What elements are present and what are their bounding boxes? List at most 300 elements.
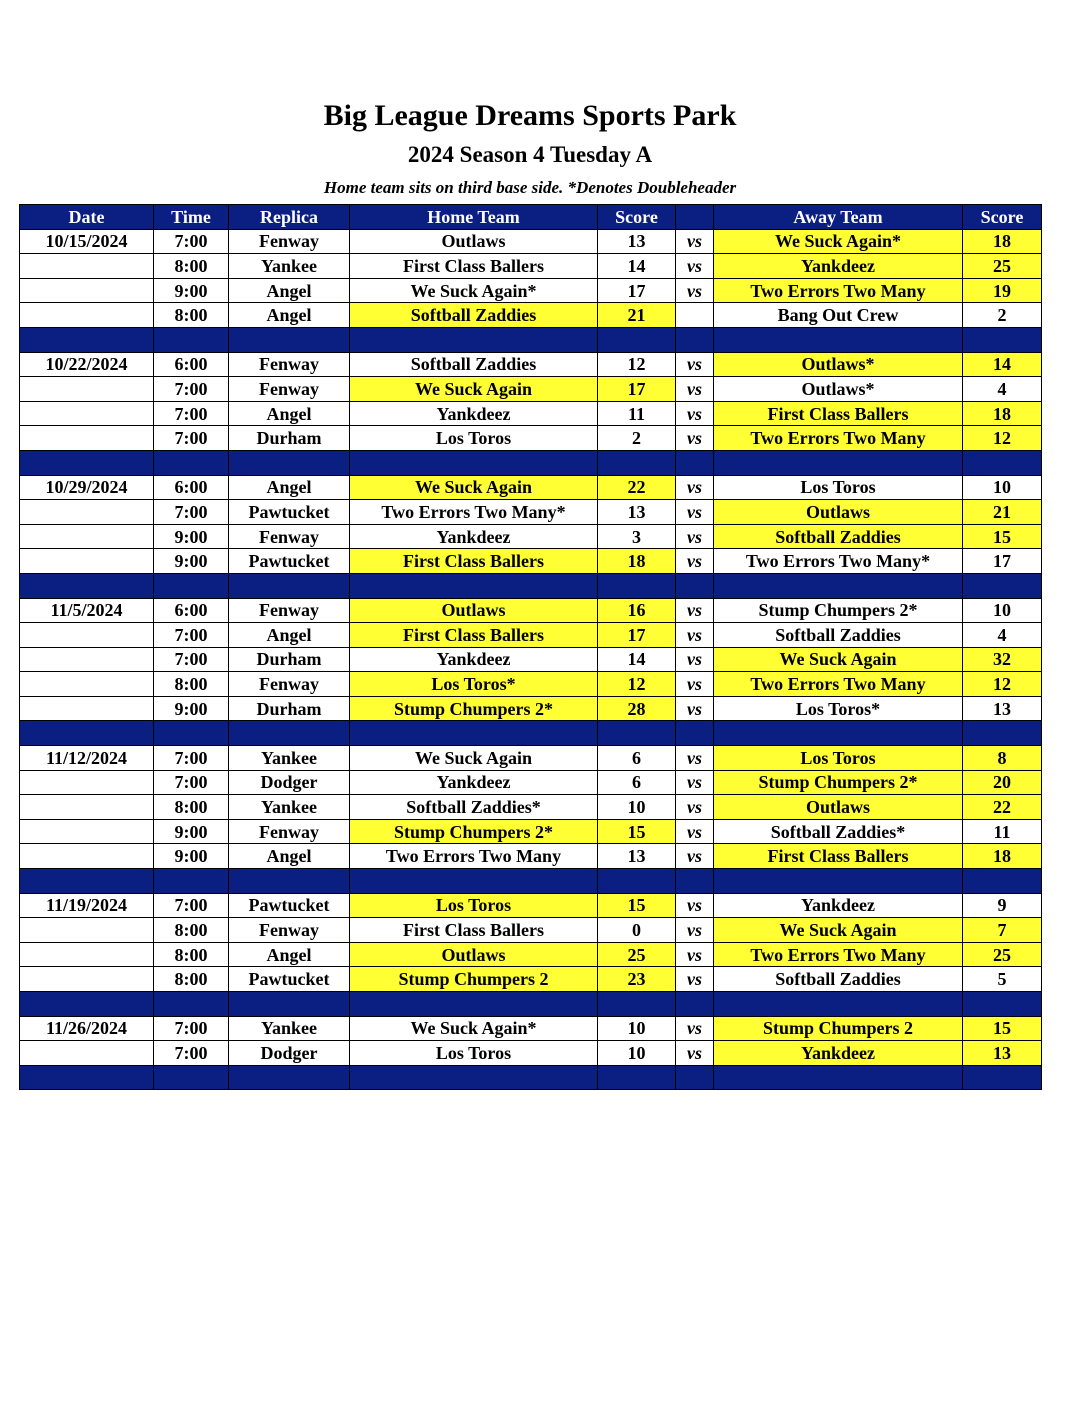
away-team-cell: Softball Zaddies bbox=[714, 967, 963, 992]
away-score-cell: 14 bbox=[963, 352, 1042, 377]
separator-cell bbox=[598, 869, 676, 894]
time-cell: 8:00 bbox=[154, 967, 229, 992]
separator-cell bbox=[154, 573, 229, 598]
away-score-cell: 32 bbox=[963, 647, 1042, 672]
separator-cell bbox=[598, 992, 676, 1017]
col-header-home-score: Score bbox=[598, 205, 676, 230]
date-cell bbox=[20, 696, 154, 721]
vs-cell: vs bbox=[676, 672, 714, 697]
home-team-cell: Stump Chumpers 2* bbox=[350, 696, 598, 721]
separator-cell bbox=[350, 992, 598, 1017]
separator-cell bbox=[676, 1065, 714, 1090]
home-team-cell: Yankdeez bbox=[350, 401, 598, 426]
home-team-cell: Two Errors Two Many* bbox=[350, 500, 598, 525]
vs-cell: vs bbox=[676, 254, 714, 279]
away-score-cell: 12 bbox=[963, 672, 1042, 697]
separator-cell bbox=[963, 450, 1042, 475]
game-row bbox=[20, 1016, 1042, 1041]
game-row bbox=[20, 746, 1042, 771]
page-subtitle: 2024 Season 4 Tuesday A bbox=[407, 142, 653, 167]
separator-cell bbox=[714, 450, 963, 475]
replica-cell: Yankee bbox=[229, 254, 350, 279]
date-cell bbox=[20, 623, 154, 648]
home-team-cell: Softball Zaddies bbox=[350, 352, 598, 377]
home-score-cell: 12 bbox=[598, 352, 676, 377]
date-cell: 11/26/2024 bbox=[20, 1016, 154, 1041]
time-cell: 8:00 bbox=[154, 303, 229, 328]
vs-cell: vs bbox=[676, 893, 714, 918]
home-score-cell: 23 bbox=[598, 967, 676, 992]
home-score-cell: 6 bbox=[598, 770, 676, 795]
separator-cell bbox=[598, 327, 676, 352]
replica-cell: Dodger bbox=[229, 770, 350, 795]
separator-cell bbox=[20, 869, 154, 894]
game-row bbox=[20, 549, 1042, 574]
home-score-cell: 21 bbox=[598, 303, 676, 328]
replica-cell: Pawtucket bbox=[229, 893, 350, 918]
game-row bbox=[20, 254, 1042, 279]
separator-cell bbox=[963, 327, 1042, 352]
time-cell: 7:00 bbox=[154, 893, 229, 918]
away-score-cell: 7 bbox=[963, 918, 1042, 943]
home-team-cell: Stump Chumpers 2* bbox=[350, 819, 598, 844]
separator-cell bbox=[154, 869, 229, 894]
home-score-cell: 14 bbox=[598, 647, 676, 672]
replica-cell: Yankee bbox=[229, 795, 350, 820]
col-header-home-team: Home Team bbox=[350, 205, 598, 230]
time-cell: 9:00 bbox=[154, 524, 229, 549]
separator-cell bbox=[963, 992, 1042, 1017]
vs-cell: vs bbox=[676, 819, 714, 844]
away-score-cell: 25 bbox=[963, 942, 1042, 967]
home-team-cell: We Suck Again bbox=[350, 377, 598, 402]
vs-cell: vs bbox=[676, 352, 714, 377]
home-score-cell: 22 bbox=[598, 475, 676, 500]
separator-cell bbox=[20, 1065, 154, 1090]
date-cell bbox=[20, 1041, 154, 1066]
time-cell: 8:00 bbox=[154, 672, 229, 697]
game-row bbox=[20, 500, 1042, 525]
time-cell: 8:00 bbox=[154, 918, 229, 943]
home-team-cell: Stump Chumpers 2 bbox=[350, 967, 598, 992]
away-team-cell: Los Toros* bbox=[714, 696, 963, 721]
col-header-away-team: Away Team bbox=[714, 205, 963, 230]
away-team-cell: Stump Chumpers 2* bbox=[714, 770, 963, 795]
vs-cell: vs bbox=[676, 918, 714, 943]
separator-cell bbox=[963, 869, 1042, 894]
replica-cell: Pawtucket bbox=[229, 549, 350, 574]
away-team-cell: Two Errors Two Many bbox=[714, 942, 963, 967]
vs-cell: vs bbox=[676, 475, 714, 500]
away-team-cell: Two Errors Two Many bbox=[714, 278, 963, 303]
separator-cell bbox=[350, 573, 598, 598]
away-score-cell: 4 bbox=[963, 623, 1042, 648]
vs-cell bbox=[676, 303, 714, 328]
away-score-cell: 4 bbox=[963, 377, 1042, 402]
time-cell: 6:00 bbox=[154, 598, 229, 623]
date-cell: 11/5/2024 bbox=[20, 598, 154, 623]
game-row bbox=[20, 893, 1042, 918]
home-team-cell: We Suck Again bbox=[350, 746, 598, 771]
date-cell bbox=[20, 918, 154, 943]
game-row bbox=[20, 819, 1042, 844]
vs-cell: vs bbox=[676, 426, 714, 451]
home-team-cell: Softball Zaddies* bbox=[350, 795, 598, 820]
away-team-cell: Yankdeez bbox=[714, 254, 963, 279]
time-cell: 7:00 bbox=[154, 229, 229, 254]
page-title: Big League Dreams Sports Park bbox=[323, 99, 737, 132]
away-team-cell: We Suck Again bbox=[714, 918, 963, 943]
time-cell: 9:00 bbox=[154, 278, 229, 303]
week-separator bbox=[20, 869, 1042, 894]
vs-cell: vs bbox=[676, 401, 714, 426]
separator-cell bbox=[350, 721, 598, 746]
date-cell bbox=[20, 426, 154, 451]
away-score-cell: 11 bbox=[963, 819, 1042, 844]
separator-cell bbox=[350, 869, 598, 894]
game-row bbox=[20, 598, 1042, 623]
away-score-cell: 10 bbox=[963, 598, 1042, 623]
replica-cell: Fenway bbox=[229, 598, 350, 623]
separator-cell bbox=[154, 327, 229, 352]
home-team-cell: Los Toros* bbox=[350, 672, 598, 697]
home-team-cell: Outlaws bbox=[350, 598, 598, 623]
vs-cell: vs bbox=[676, 598, 714, 623]
separator-cell bbox=[229, 992, 350, 1017]
away-score-cell: 13 bbox=[963, 696, 1042, 721]
separator-cell bbox=[963, 573, 1042, 598]
separator-cell bbox=[598, 1065, 676, 1090]
date-cell bbox=[20, 647, 154, 672]
time-cell: 8:00 bbox=[154, 254, 229, 279]
schedule-table bbox=[19, 204, 1042, 1090]
away-team-cell: Softball Zaddies bbox=[714, 623, 963, 648]
game-row bbox=[20, 303, 1042, 328]
home-score-cell: 6 bbox=[598, 746, 676, 771]
game-row bbox=[20, 377, 1042, 402]
separator-cell bbox=[229, 869, 350, 894]
separator-cell bbox=[598, 721, 676, 746]
time-cell: 9:00 bbox=[154, 696, 229, 721]
away-score-cell: 20 bbox=[963, 770, 1042, 795]
separator-cell bbox=[676, 573, 714, 598]
away-score-cell: 22 bbox=[963, 795, 1042, 820]
separator-cell bbox=[714, 992, 963, 1017]
away-team-cell: Stump Chumpers 2* bbox=[714, 598, 963, 623]
col-header-time: Time bbox=[154, 205, 229, 230]
date-cell bbox=[20, 672, 154, 697]
away-team-cell: Stump Chumpers 2 bbox=[714, 1016, 963, 1041]
time-cell: 7:00 bbox=[154, 500, 229, 525]
home-score-cell: 12 bbox=[598, 672, 676, 697]
away-score-cell: 21 bbox=[963, 500, 1042, 525]
separator-cell bbox=[229, 721, 350, 746]
replica-cell: Dodger bbox=[229, 1041, 350, 1066]
away-score-cell: 15 bbox=[963, 524, 1042, 549]
replica-cell: Durham bbox=[229, 647, 350, 672]
home-team-cell: Outlaws bbox=[350, 942, 598, 967]
game-row bbox=[20, 918, 1042, 943]
time-cell: 7:00 bbox=[154, 770, 229, 795]
away-score-cell: 18 bbox=[963, 401, 1042, 426]
vs-cell: vs bbox=[676, 623, 714, 648]
replica-cell: Angel bbox=[229, 303, 350, 328]
separator-cell bbox=[229, 1065, 350, 1090]
separator-cell bbox=[714, 573, 963, 598]
away-team-cell: Los Toros bbox=[714, 746, 963, 771]
home-team-cell: Outlaws bbox=[350, 229, 598, 254]
vs-cell: vs bbox=[676, 278, 714, 303]
time-cell: 7:00 bbox=[154, 1041, 229, 1066]
away-team-cell: Outlaws bbox=[714, 500, 963, 525]
home-score-cell: 28 bbox=[598, 696, 676, 721]
col-header-vs bbox=[676, 205, 714, 230]
home-team-cell: First Class Ballers bbox=[350, 623, 598, 648]
separator-cell bbox=[20, 721, 154, 746]
time-cell: 6:00 bbox=[154, 475, 229, 500]
separator-cell bbox=[20, 327, 154, 352]
game-row bbox=[20, 844, 1042, 869]
game-row bbox=[20, 426, 1042, 451]
separator-cell bbox=[154, 721, 229, 746]
replica-cell: Pawtucket bbox=[229, 967, 350, 992]
home-score-cell: 17 bbox=[598, 377, 676, 402]
away-score-cell: 17 bbox=[963, 549, 1042, 574]
home-score-cell: 13 bbox=[598, 229, 676, 254]
separator-cell bbox=[963, 721, 1042, 746]
away-team-cell: Two Errors Two Many* bbox=[714, 549, 963, 574]
vs-cell: vs bbox=[676, 500, 714, 525]
away-team-cell: Softball Zaddies* bbox=[714, 819, 963, 844]
home-score-cell: 14 bbox=[598, 254, 676, 279]
replica-cell: Durham bbox=[229, 696, 350, 721]
home-score-cell: 18 bbox=[598, 549, 676, 574]
game-row bbox=[20, 475, 1042, 500]
week-separator bbox=[20, 573, 1042, 598]
week-separator bbox=[20, 721, 1042, 746]
date-cell: 10/29/2024 bbox=[20, 475, 154, 500]
game-row bbox=[20, 672, 1042, 697]
date-cell bbox=[20, 524, 154, 549]
game-row bbox=[20, 278, 1042, 303]
separator-cell bbox=[714, 327, 963, 352]
home-team-cell: First Class Ballers bbox=[350, 549, 598, 574]
home-score-cell: 13 bbox=[598, 844, 676, 869]
time-cell: 6:00 bbox=[154, 352, 229, 377]
replica-cell: Fenway bbox=[229, 352, 350, 377]
replica-cell: Angel bbox=[229, 278, 350, 303]
home-team-cell: Los Toros bbox=[350, 426, 598, 451]
vs-cell: vs bbox=[676, 1016, 714, 1041]
home-team-cell: We Suck Again bbox=[350, 475, 598, 500]
date-cell bbox=[20, 303, 154, 328]
vs-cell: vs bbox=[676, 746, 714, 771]
date-cell bbox=[20, 500, 154, 525]
home-team-cell: Softball Zaddies bbox=[350, 303, 598, 328]
replica-cell: Angel bbox=[229, 844, 350, 869]
away-team-cell: Softball Zaddies bbox=[714, 524, 963, 549]
vs-cell: vs bbox=[676, 844, 714, 869]
separator-cell bbox=[20, 992, 154, 1017]
away-score-cell: 15 bbox=[963, 1016, 1042, 1041]
time-cell: 7:00 bbox=[154, 647, 229, 672]
col-header-date: Date bbox=[20, 205, 154, 230]
separator-cell bbox=[714, 721, 963, 746]
separator-cell bbox=[154, 1065, 229, 1090]
col-header-replica: Replica bbox=[229, 205, 350, 230]
away-score-cell: 13 bbox=[963, 1041, 1042, 1066]
home-score-cell: 15 bbox=[598, 819, 676, 844]
game-row bbox=[20, 401, 1042, 426]
game-row bbox=[20, 770, 1042, 795]
home-team-cell: We Suck Again* bbox=[350, 278, 598, 303]
separator-cell bbox=[229, 573, 350, 598]
time-cell: 8:00 bbox=[154, 795, 229, 820]
home-score-cell: 11 bbox=[598, 401, 676, 426]
home-score-cell: 25 bbox=[598, 942, 676, 967]
schedule-body bbox=[20, 229, 1042, 1090]
time-cell: 7:00 bbox=[154, 377, 229, 402]
date-cell bbox=[20, 795, 154, 820]
week-separator bbox=[20, 1065, 1042, 1090]
time-cell: 8:00 bbox=[154, 942, 229, 967]
away-team-cell: Outlaws bbox=[714, 795, 963, 820]
replica-cell: Angel bbox=[229, 623, 350, 648]
vs-cell: vs bbox=[676, 942, 714, 967]
away-team-cell: Outlaws* bbox=[714, 352, 963, 377]
vs-cell: vs bbox=[676, 229, 714, 254]
vs-cell: vs bbox=[676, 967, 714, 992]
time-cell: 7:00 bbox=[154, 426, 229, 451]
away-score-cell: 18 bbox=[963, 844, 1042, 869]
separator-cell bbox=[350, 450, 598, 475]
away-score-cell: 12 bbox=[963, 426, 1042, 451]
replica-cell: Fenway bbox=[229, 377, 350, 402]
separator-cell bbox=[20, 573, 154, 598]
home-score-cell: 17 bbox=[598, 278, 676, 303]
vs-cell: vs bbox=[676, 770, 714, 795]
home-team-cell: First Class Ballers bbox=[350, 254, 598, 279]
game-row bbox=[20, 623, 1042, 648]
home-score-cell: 2 bbox=[598, 426, 676, 451]
replica-cell: Fenway bbox=[229, 918, 350, 943]
replica-cell: Fenway bbox=[229, 524, 350, 549]
home-score-cell: 10 bbox=[598, 1041, 676, 1066]
game-row bbox=[20, 967, 1042, 992]
away-team-cell: We Suck Again* bbox=[714, 229, 963, 254]
replica-cell: Fenway bbox=[229, 229, 350, 254]
time-cell: 7:00 bbox=[154, 1016, 229, 1041]
home-score-cell: 0 bbox=[598, 918, 676, 943]
separator-cell bbox=[154, 992, 229, 1017]
vs-cell: vs bbox=[676, 377, 714, 402]
date-cell: 11/12/2024 bbox=[20, 746, 154, 771]
separator-cell bbox=[676, 327, 714, 352]
home-team-cell: Los Toros bbox=[350, 893, 598, 918]
away-score-cell: 9 bbox=[963, 893, 1042, 918]
date-cell bbox=[20, 401, 154, 426]
separator-cell bbox=[963, 1065, 1042, 1090]
date-cell: 10/15/2024 bbox=[20, 229, 154, 254]
game-row bbox=[20, 352, 1042, 377]
replica-cell: Fenway bbox=[229, 672, 350, 697]
date-cell bbox=[20, 819, 154, 844]
time-cell: 7:00 bbox=[154, 623, 229, 648]
away-team-cell: Los Toros bbox=[714, 475, 963, 500]
week-separator bbox=[20, 450, 1042, 475]
separator-cell bbox=[350, 327, 598, 352]
home-team-cell: Los Toros bbox=[350, 1041, 598, 1066]
home-score-cell: 10 bbox=[598, 1016, 676, 1041]
home-team-cell: Yankdeez bbox=[350, 524, 598, 549]
schedule-note: Home team sits on third base side. *Denotes Doubleheader bbox=[323, 178, 737, 197]
away-score-cell: 8 bbox=[963, 746, 1042, 771]
date-cell: 11/19/2024 bbox=[20, 893, 154, 918]
time-cell: 9:00 bbox=[154, 844, 229, 869]
vs-cell: vs bbox=[676, 524, 714, 549]
game-row bbox=[20, 524, 1042, 549]
separator-cell bbox=[154, 450, 229, 475]
away-team-cell: First Class Ballers bbox=[714, 844, 963, 869]
date-cell bbox=[20, 844, 154, 869]
vs-cell: vs bbox=[676, 647, 714, 672]
game-row bbox=[20, 795, 1042, 820]
game-row bbox=[20, 942, 1042, 967]
separator-cell bbox=[598, 573, 676, 598]
date-cell bbox=[20, 377, 154, 402]
home-team-cell: First Class Ballers bbox=[350, 918, 598, 943]
away-score-cell: 10 bbox=[963, 475, 1042, 500]
game-row bbox=[20, 696, 1042, 721]
home-score-cell: 17 bbox=[598, 623, 676, 648]
date-cell bbox=[20, 549, 154, 574]
separator-cell bbox=[676, 869, 714, 894]
separator-cell bbox=[676, 992, 714, 1017]
home-score-cell: 10 bbox=[598, 795, 676, 820]
away-team-cell: Bang Out Crew bbox=[714, 303, 963, 328]
time-cell: 7:00 bbox=[154, 401, 229, 426]
header-row bbox=[20, 205, 1042, 230]
home-score-cell: 3 bbox=[598, 524, 676, 549]
replica-cell: Yankee bbox=[229, 1016, 350, 1041]
date-cell bbox=[20, 770, 154, 795]
time-cell: 7:00 bbox=[154, 746, 229, 771]
separator-cell bbox=[598, 450, 676, 475]
away-score-cell: 25 bbox=[963, 254, 1042, 279]
game-row bbox=[20, 229, 1042, 254]
replica-cell: Angel bbox=[229, 475, 350, 500]
away-team-cell: Yankdeez bbox=[714, 1041, 963, 1066]
home-score-cell: 15 bbox=[598, 893, 676, 918]
col-header-away-score: Score bbox=[963, 205, 1042, 230]
replica-cell: Pawtucket bbox=[229, 500, 350, 525]
away-team-cell: We Suck Again bbox=[714, 647, 963, 672]
separator-cell bbox=[676, 450, 714, 475]
home-team-cell: Yankdeez bbox=[350, 647, 598, 672]
home-team-cell: Yankdeez bbox=[350, 770, 598, 795]
separator-cell bbox=[714, 869, 963, 894]
away-score-cell: 5 bbox=[963, 967, 1042, 992]
separator-cell bbox=[229, 450, 350, 475]
away-team-cell: Outlaws* bbox=[714, 377, 963, 402]
vs-cell: vs bbox=[676, 795, 714, 820]
away-team-cell: Two Errors Two Many bbox=[714, 426, 963, 451]
away-score-cell: 18 bbox=[963, 229, 1042, 254]
week-separator bbox=[20, 992, 1042, 1017]
away-team-cell: First Class Ballers bbox=[714, 401, 963, 426]
vs-cell: vs bbox=[676, 549, 714, 574]
replica-cell: Angel bbox=[229, 401, 350, 426]
